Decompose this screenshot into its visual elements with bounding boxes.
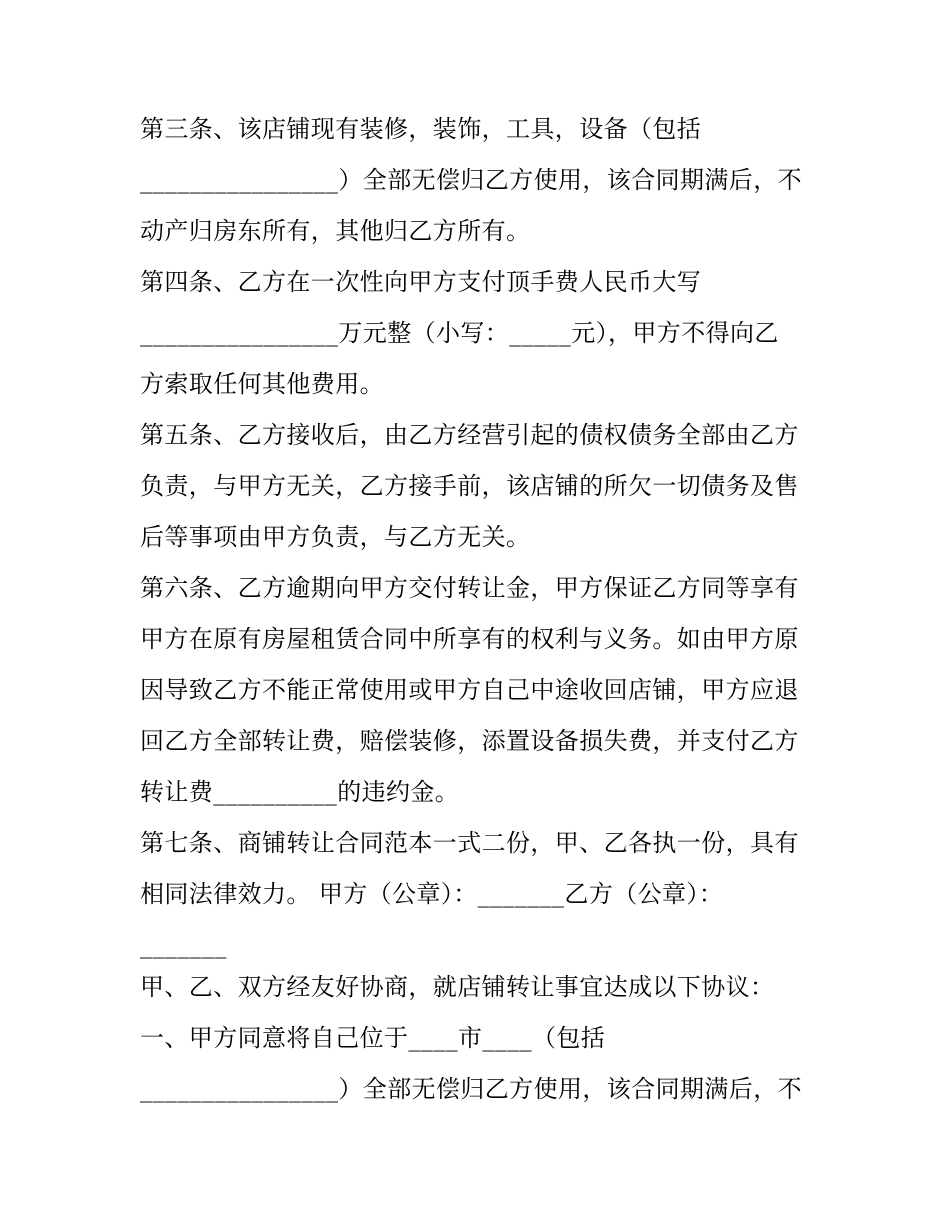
text-line: ________________万元整（小写：_____元），甲方不得向乙 <box>140 319 779 347</box>
text-line: 相同法律效力。 甲方（公章）：_______乙方（公章）： <box>140 880 724 908</box>
text-line: 后等事项由甲方负责，与乙方无关。 <box>140 523 531 551</box>
text-line: 第四条、乙方在一次性向甲方支付顶手费人民币大写 <box>140 268 702 296</box>
text-line: ________________）全部无偿归乙方使用，该合同期满后，不 <box>140 1075 802 1103</box>
text-line: 负责，与甲方无关，乙方接手前，该店铺的所欠一切债务及售 <box>140 472 799 500</box>
text-line: ________________）全部无偿归乙方使用，该合同期满后，不 <box>140 166 802 194</box>
text-line: 方索取任何其他费用。 <box>140 370 384 398</box>
text-line: 动产归房东所有，其他归乙方所有。 <box>140 217 531 245</box>
text-line: 甲方在原有房屋租赁合同中所享有的权利与义务。如由甲方原 <box>140 625 799 653</box>
text-line: 因导致乙方不能正常使用或甲方自己中途收回店铺，甲方应退 <box>140 676 799 704</box>
text-line: _______ <box>140 931 227 959</box>
text-line: 第五条、乙方接收后，由乙方经营引起的债权债务全部由乙方 <box>140 421 799 449</box>
text-line: 转让费__________的违约金。 <box>140 778 460 806</box>
text-line: 第六条、乙方逾期向甲方交付转让金，甲方保证乙方同等享有 <box>140 574 799 602</box>
text-line: 回乙方全部转让费，赔偿装修，添置设备损失费，并支付乙方 <box>140 727 799 755</box>
text-line: 第七条、商铺转让合同范本一式二份，甲、乙各执一份，具有 <box>140 829 799 857</box>
text-line: 第三条、该店铺现有装修，装饰，工具，设备（包括 <box>140 115 702 143</box>
text-line: 甲、乙、双方经友好协商，就店铺转让事宜达成以下协议： <box>140 973 775 1001</box>
text-line: 一、甲方同意将自己位于____市____（包括 <box>140 1024 606 1052</box>
